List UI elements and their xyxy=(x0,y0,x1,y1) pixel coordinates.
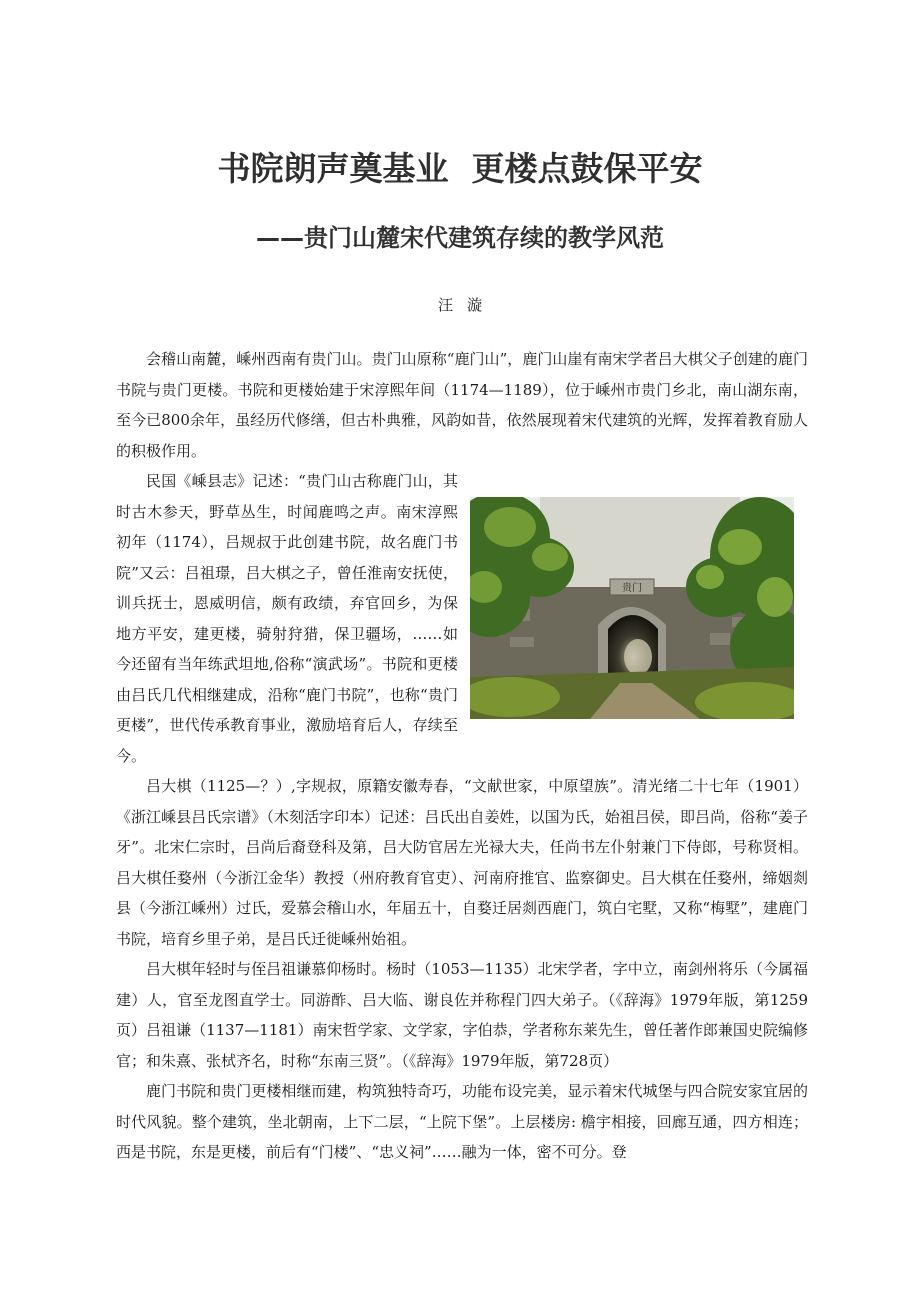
paragraph-5: 鹿门书院和贵门更楼相继而建，构筑独特奇巧，功能布设完美，显示着宋代城堡与四合院安家宜居的时代风貌。整个建筑，坐北朝南，上下二层，“上院下堡”。上层楼房: 檐宇相接，回廊互通，四方相连；西是书院，东是更楼，前后有“门楼”、“忠义祠”……融为一体，密不可分。登 xyxy=(116,1082,808,1161)
gate-photo-illustration xyxy=(470,497,794,719)
paragraph-2-text: 民国《嵊县志》记述：“贵门山古称鹿门山，其时古木参天，野草丛生，时闻鹿鸣之声。南宋淳熙初年（1174），吕规叔于此创建书院，故名鹿门书院”又云：吕祖璟，吕大棋之子，曾任淮南安抚使，训兵抚士，恩威明信，颇有政绩，弃官回乡，为保地方平安，建更楼，骑射狩猎，保卫疆场，……如今还留有当年练武坦地,俗称“演武场”。书院和更楼由吕氏几代相继建成，沿称“鹿门书院”，也称“贵门更楼”，世代传承教育事业，激励培育后人，存续至今。 xyxy=(116,472,458,765)
paragraph-2 xyxy=(116,466,808,771)
article-body xyxy=(116,344,808,1168)
paragraph-3: 吕大棋（1125—？）,字规叔，原籍安徽寿春，“文献世家，中原望族”。清光绪二十七年（1901）《浙江嵊县吕氏宗谱》（木刻活字印本）记述：吕氏出自姜姓，以国为氏，始祖吕侯，即吕尚，俗称“姜子牙”。北宋仁宗时，吕尚后裔登科及第，吕大防官居左光禄大夫，任尚书左仆射兼门下侍郎，号称贤相。吕大棋任婺州（今浙江金华）教授（州府教育官吏）、河南府推官、监察御史。吕大棋在任婺州，缔姻剡县（今浙江嵊州）过氏，爱慕会稽山水，年届五十，自婺迁居剡西鹿门，筑白宅墅，又称“梅墅”，建鹿门书院，培育乡里子弟，是吕氏迁徙嵊州始祖。 xyxy=(116,777,808,948)
article-author: 汪漩 xyxy=(437,296,496,314)
gate-plaque-text: 贵门 xyxy=(622,583,642,594)
article-subtitle: ——贵门山麓宋代建筑存续的教学风范 xyxy=(256,224,664,252)
article-title: 书院朗声奠基业 更楼点鼓保平安 xyxy=(217,149,703,188)
paragraph-4: 吕大棋年轻时与侄吕祖谦慕仰杨时。杨时（1053—1135）北宋学者，字中立，南剑州将乐（今属福建）人，官至龙图直学士。同游酢、吕大临、谢良佐并称程门四大弟子。（《辞海》1979年版，第1259页）吕祖谦（1137—1181）南宋哲学家、文学家，字伯恭，学者称东莱先生，曾任著作郎兼国史院编修官；和朱熹、张栻齐名，时称“东南三贤”。（《辞海》1979年版，第728页） xyxy=(116,960,808,1070)
gate-photo xyxy=(470,497,794,719)
paragraph-1: 会稽山南麓，嵊州西南有贵门山。贵门山原称“鹿门山”，鹿门山崖有南宋学者吕大棋父子创建的鹿门书院与贵门更楼。书院和更楼始建于宋淳熙年间（1174—1189），位于嵊州市贵门乡北，南山湖东南，至今已800余年，虽经历代修缮，但古朴典雅，风韵如昔，依然展现着宋代建筑的光辉，发挥着教育励人的积极作用。 xyxy=(116,350,808,460)
